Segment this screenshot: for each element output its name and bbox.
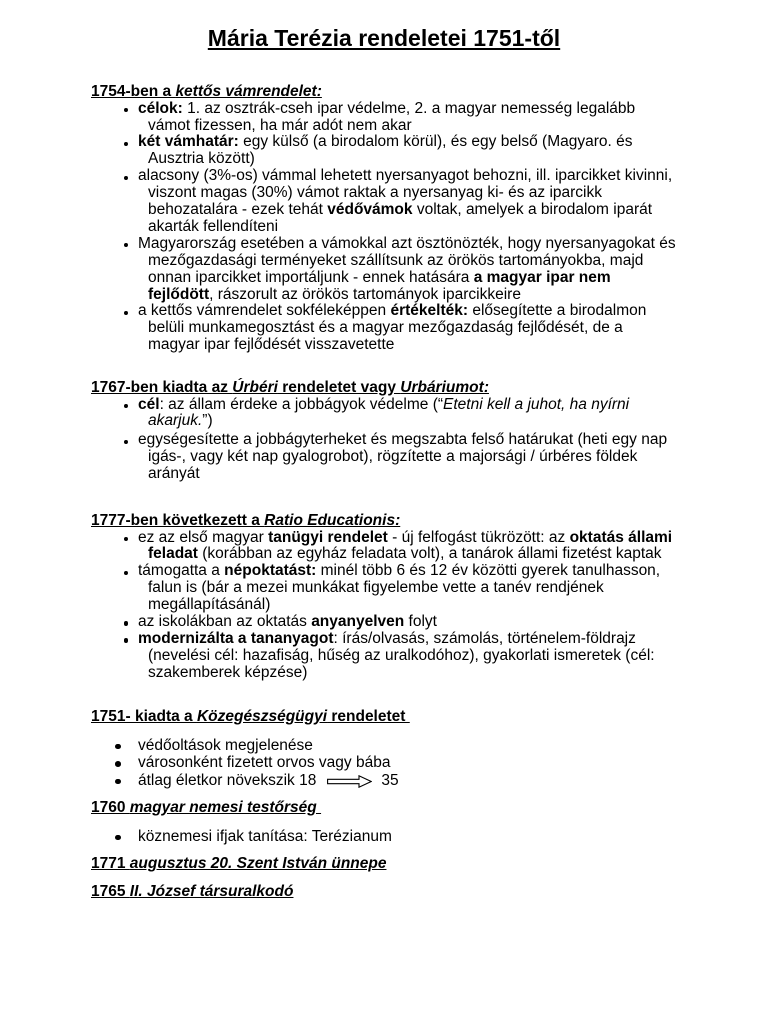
bold-text: oktatás állami xyxy=(569,528,673,546)
body-text: folyt xyxy=(404,613,437,631)
heading-italic-text: Úrbéri xyxy=(232,378,278,396)
heading-italic-text: kettős vámrendelet: xyxy=(175,82,322,100)
italic-text: Etetni kell a juhot, ha nyírni xyxy=(443,395,630,413)
heading-italic-text: Ratio Educationis: xyxy=(264,511,401,529)
text-line: viszont magas (30%) vámot raktak a nyersanyag ki- és az iparcikk xyxy=(148,184,602,202)
bullet-icon xyxy=(124,571,128,575)
body-text: ”) xyxy=(202,412,213,430)
text-line xyxy=(0,134,768,151)
section-urberi-rendelet xyxy=(0,380,768,483)
heading-italic-text: Közegészségügyi xyxy=(196,707,328,725)
heading-italic-text: Urbáriumot: xyxy=(400,378,489,396)
section-heading xyxy=(0,84,768,101)
bold-text: célok: xyxy=(138,99,183,117)
text-line xyxy=(0,546,768,563)
bold-text: modernizálta a tananyagot xyxy=(138,629,334,647)
body-text: egy külső (a birodalom körül), és egy belső (Magyaro. és xyxy=(238,133,633,151)
right-arrow-icon xyxy=(327,775,372,788)
body-text: támogatta a xyxy=(138,562,225,580)
heading-text: rendeletet xyxy=(327,707,410,725)
body-text: : az állam érdeke a jobbágyok védelme (“ xyxy=(159,395,444,413)
heading-text: 1760 xyxy=(91,798,130,816)
bullet-list xyxy=(0,530,768,682)
list-item xyxy=(0,530,768,564)
list-item xyxy=(0,134,768,168)
body-text: (korábban az egyház feladata volt), a tanárok állami fizetést kaptak xyxy=(197,545,662,563)
text-line xyxy=(0,530,768,547)
heading-italic-text: magyar nemesi testőrség xyxy=(129,798,322,816)
section-heading xyxy=(0,856,768,873)
text-line xyxy=(0,202,768,219)
bold-text: cél xyxy=(138,395,160,413)
list-item xyxy=(0,772,768,790)
bold-text: védővámok xyxy=(327,201,413,219)
text-line: magyar ipar fejlődését visszavetette xyxy=(148,336,395,354)
body-text: : írás/olvasás, számolás, történelem-földrajz xyxy=(333,629,636,647)
bold-text: anyanyelven xyxy=(311,613,405,631)
bold-text: feladat xyxy=(148,545,198,563)
heading-text: 1777-ben következett a xyxy=(91,511,265,529)
section-nemesi-testorseg xyxy=(0,800,768,846)
text-line: védőoltások megjelenése xyxy=(138,736,313,754)
bullet-list xyxy=(0,101,768,355)
text-line: alacsony (3%-os) vámmal lehetett nyersanyagot behozni, ill. iparcikket kivinni, xyxy=(138,167,673,185)
section-heading xyxy=(0,884,768,901)
list-item xyxy=(0,563,768,614)
section-kozegeszsegugyi-rendelet xyxy=(0,709,768,790)
text-line: belüli munkamegosztást és a magyar mezőgazdaság fejlődését, de a xyxy=(148,319,623,337)
text-line: városonként fizetett orvos vagy bába xyxy=(138,754,391,772)
text-line: (nevelési cél: hazafiság, hűség az uralkodóhoz), gyakorlati ismeretek (cél: xyxy=(148,646,655,664)
bullet-icon xyxy=(124,176,128,180)
body-text: átlag életkor növekszik 18 xyxy=(138,771,317,789)
heading-italic-text: augusztus 20. Szent István ünnepe xyxy=(129,854,387,872)
text-line: köznemesi ifjak tanítása: Terézianum xyxy=(138,827,392,845)
heading-text: 1767-ben kiadta az xyxy=(91,378,233,396)
section-kettos-vamrendelet xyxy=(0,84,768,355)
heading-text: 1771 xyxy=(91,854,130,872)
text-line: Magyarország esetében a vámokkal azt ösztönözték, hogy nyersanyagokat és xyxy=(138,234,676,252)
heading-text: 1754-ben a xyxy=(91,82,176,100)
bold-text: értékelték: xyxy=(390,302,469,320)
bold-text: két vámhatár: xyxy=(138,133,239,151)
text-line: vámot fizessen, ha már adót nem akar xyxy=(148,116,412,134)
text-line xyxy=(0,397,768,414)
list-item xyxy=(0,432,768,483)
list-item xyxy=(0,754,768,772)
body-text: - új felfogást tükrözött: az xyxy=(387,528,570,546)
text-line: megállapításánál) xyxy=(148,596,271,614)
list-item xyxy=(0,737,768,755)
body-text: elősegítette a birodalmon xyxy=(468,302,647,320)
heading-italic-text: II. József társuralkodó xyxy=(129,882,294,900)
list-item xyxy=(0,631,768,682)
section-heading xyxy=(0,800,768,817)
body-text: az iskolákban az oktatás xyxy=(138,613,312,631)
bullet-icon xyxy=(124,621,128,625)
text-line xyxy=(0,413,768,430)
heading-text: 1765 xyxy=(91,882,130,900)
bold-text: a magyar ipar nem xyxy=(473,268,611,286)
section-heading xyxy=(0,380,768,397)
section-heading xyxy=(0,709,768,726)
list-item xyxy=(0,397,768,431)
body-text: 1. az osztrák-cseh ipar védelme, 2. a magyar nemesség legalább xyxy=(182,99,636,117)
list-item xyxy=(0,168,768,236)
text-line xyxy=(0,563,768,580)
text-line xyxy=(0,303,768,320)
bullet-list xyxy=(0,737,768,790)
bullet-list xyxy=(0,397,768,484)
bullet-icon xyxy=(124,638,128,642)
list-item xyxy=(0,828,768,846)
section-heading xyxy=(0,513,768,530)
text-line: szakemberek képzése) xyxy=(148,663,308,681)
body-text: minél több 6 és 12 év közötti gyerek tanulhasson, xyxy=(316,562,661,580)
bullet-list xyxy=(0,828,768,846)
body-text: onnan iparcikket importáljunk - ennek hatására xyxy=(148,268,474,286)
body-text: 35 xyxy=(381,771,399,789)
list-item xyxy=(0,614,768,631)
section-ratio-educationis xyxy=(0,513,768,682)
list-item xyxy=(0,101,768,135)
body-text: behozatalára - ezek tehát xyxy=(148,201,328,219)
page-title: Mária Terézia rendeletei 1751-től xyxy=(207,25,561,51)
text-line: egységesítette a jobbágyterheket és megszabta felső határukat (heti egy nap xyxy=(138,431,668,449)
text-line: igás-, vagy két nap gyalogrobot), rögzítette a majorsági / úrbéres földek xyxy=(148,448,638,466)
text-line: falun is (bár a mezei munkákat figyelembe vette a tanév rendjének xyxy=(148,579,604,597)
section-szent-istvan-unnepe xyxy=(0,856,768,873)
text-line: akarták fellendíteni xyxy=(148,217,279,235)
body-text: ez az első magyar xyxy=(138,528,269,546)
heading-text: 1751- kiadta a xyxy=(91,707,197,725)
text-line: Ausztria között) xyxy=(148,150,255,168)
body-text: voltak, amelyek a birodalom iparát xyxy=(412,201,653,219)
text-line xyxy=(0,614,768,631)
list-item xyxy=(0,303,768,354)
list-item xyxy=(0,236,768,304)
bold-text: tanügyi rendelet xyxy=(268,528,388,546)
text-line xyxy=(0,270,768,287)
bullet-icon xyxy=(124,440,128,444)
text-line: arányát xyxy=(148,465,200,483)
bullet-icon xyxy=(115,761,121,767)
italic-text: akarjuk. xyxy=(148,412,203,430)
text-line xyxy=(0,287,768,304)
bold-text: népoktatást: xyxy=(224,562,317,580)
text-line xyxy=(0,101,768,118)
section-jozsef-tarsuralkodo xyxy=(0,884,768,901)
text-line: mezőgazdasági terményeket szállítsunk az örökös tartományokba, majd xyxy=(148,251,644,269)
bold-text: fejlődött xyxy=(148,285,210,303)
body-text: , rászorult az örökös tartományok iparcikkeire xyxy=(209,285,521,303)
body-text: a kettős vámrendelet sokféleképpen xyxy=(138,302,391,320)
heading-text: rendeletet vagy xyxy=(277,378,401,396)
text-line xyxy=(0,631,768,648)
